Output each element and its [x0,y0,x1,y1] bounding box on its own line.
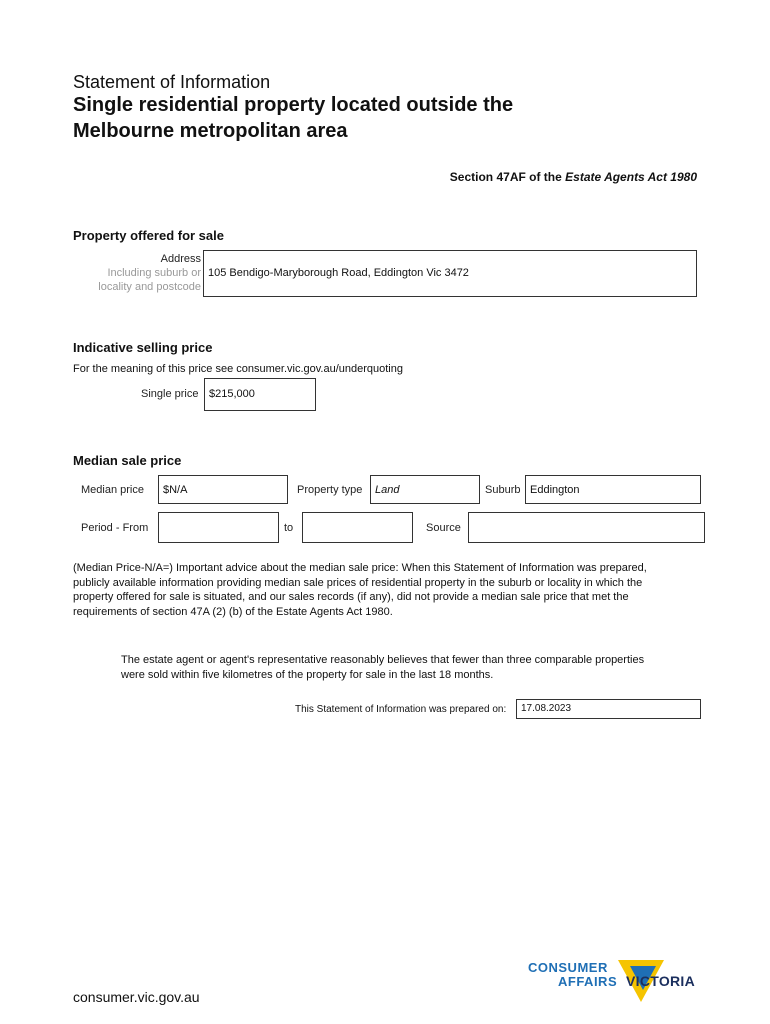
suburb-value: Eddington [530,484,580,496]
document-subtitle: Statement of Information [73,72,271,92]
footer-url[interactable]: consumer.vic.gov.au [73,989,200,1005]
single-price-field[interactable] [204,378,316,411]
address-label [73,252,201,294]
source-field[interactable] [468,512,705,543]
period-from-field[interactable] [158,512,279,543]
address-label-hint-1: Including suburb or [107,267,201,279]
section-reference-act: Estate Agents Act 1980 [565,170,697,184]
agent-note-line-2: were sold within five kilometres of the property for sale in the last 18 months. [121,668,494,681]
median-price-field[interactable] [158,475,288,504]
prepared-on-value: 17.08.2023 [521,703,572,714]
section-reference [450,170,697,184]
logo-text-victoria: VICTORIA [626,973,696,989]
period-to-label: to [284,522,294,534]
agent-note-line-1: The estate agent or agent's representative reasonably believes that fewer than three comparable properties [121,654,645,666]
property-type-label: Property type [297,484,363,496]
address-label-main: Address [160,253,201,265]
median-advice [73,561,647,619]
logo-text-affairs: AFFAIRS [558,974,618,989]
median-advice-line-1: (Median Price-N/A=) Important advice about the median sale price: When this Statement of Information was prepared, [73,562,647,574]
period-from-label: Period - From [81,522,149,534]
property-heading: Property offered for sale [73,228,224,243]
address-value: 105 Bendigo-Maryborough Road, Eddington Vic 3472 [208,267,469,279]
prepared-on-label: This Statement of Information was prepared on: [295,704,507,715]
source-label: Source [426,522,461,534]
median-advice-line-4: requirements of section 47A (2) (b) of the Estate Agents Act 1980. [73,605,393,618]
address-label-hint-2: locality and postcode [98,281,201,293]
section-reference-prefix: Section 47AF of the [449,170,566,184]
median-heading: Median sale price [73,453,182,468]
property-type-value: Land [375,484,400,496]
median-price-label: Median price [81,484,144,496]
single-price-label: Single price [141,388,199,400]
period-to-field[interactable] [302,512,413,543]
logo-text-consumer: CONSUMER [528,960,608,975]
property-type-field[interactable] [370,475,480,504]
underquoting-note: For the meaning of this price see consumer.vic.gov.au/underquoting [73,363,403,375]
document-title-line-2: Melbourne metropolitan area [73,120,348,142]
prepared-on-field[interactable] [516,699,701,719]
suburb-field[interactable] [525,475,701,504]
median-price-value: $N/A [163,484,188,496]
consumer-affairs-victoria-logo [528,960,708,1006]
agent-comparable-note [121,653,644,682]
median-advice-line-2: publicly available information providing median sale prices of residential property in the suburb or locality in which the [73,576,643,589]
median-advice-line-3: property offered for sale is situated, and our sales records (if any), did not provide a median sale price that met the [73,591,629,603]
address-field[interactable] [203,250,697,297]
single-price-value: $215,000 [209,388,255,400]
document-title-line-1: Single residential property located outside the [73,94,514,116]
indicative-heading: Indicative selling price [73,340,213,355]
suburb-label: Suburb [485,484,521,496]
